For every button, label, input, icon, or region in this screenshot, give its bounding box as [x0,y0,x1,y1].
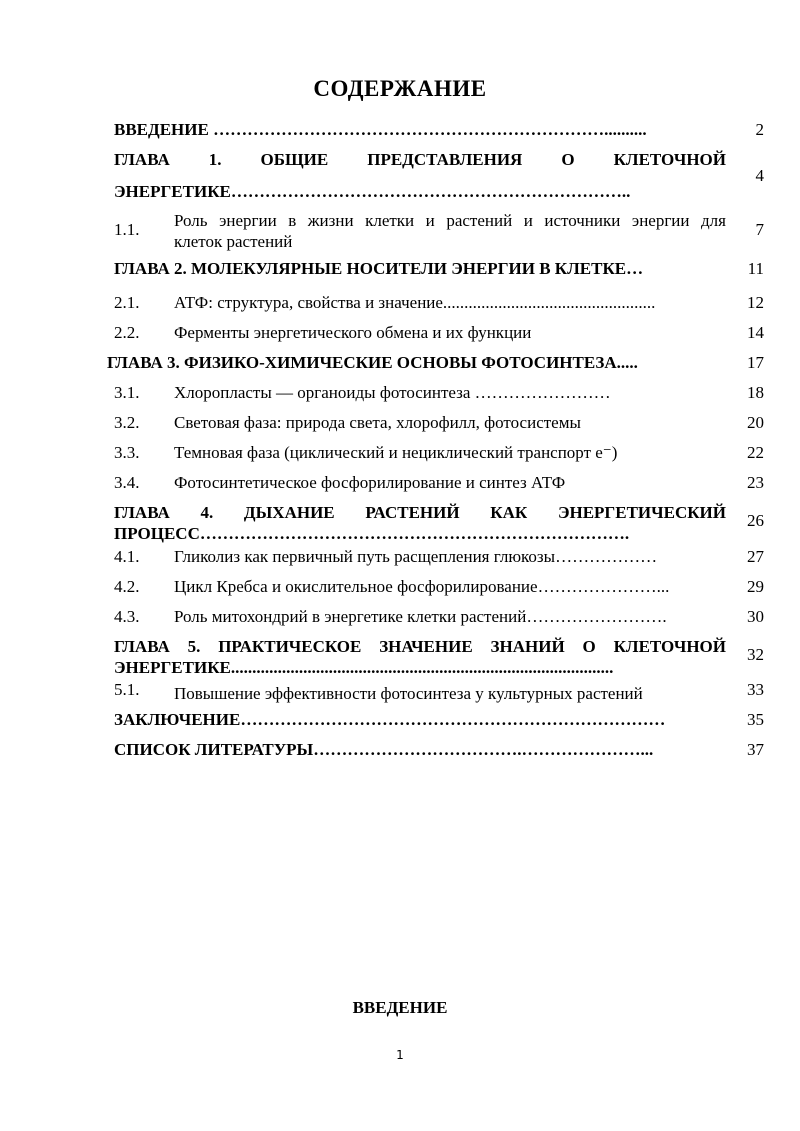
toc-entry-number: 4.3. [114,607,140,626]
toc-entry-page: 30 [747,607,764,626]
toc-entry-title: Хлоропласты — органоиды фотосинтеза …………………… [174,383,611,402]
toc-entry-page: 29 [747,577,764,596]
toc-entry-title-continued: клеток растений [174,232,293,251]
toc-entry-title-continued: ЭНЕРГЕТИКЕ.......................................................................................... [114,658,614,677]
toc-entry-page: 20 [747,413,764,432]
toc-entry-page: 4 [755,166,764,185]
toc-entry-title: Гликолиз как первичный путь расщепления глюкозы……………… [174,547,658,566]
toc-entry-title: Роль энергии в жизни клетки и растений и источники энергии для [174,211,726,230]
toc-entry-title: ГЛАВА 4. ДЫХАНИЕ РАСТЕНИЙ КАК ЭНЕРГЕТИЧЕСКИЙ [114,503,726,522]
toc-entry-page: 11 [747,259,764,278]
toc-entry-title: Темновая фаза (циклический и нециклический транспорт е⁻) [174,443,618,462]
page-title: СОДЕРЖАНИЕ [313,76,487,101]
toc-entry-number: 4.2. [114,577,140,596]
toc-entry-number: 3.4. [114,473,140,492]
toc-entry-page: 7 [755,220,764,239]
toc-entry-page: 2 [755,120,764,139]
toc-entry-number: 3.1. [114,383,140,402]
toc-entry-title: ГЛАВА 2. МОЛЕКУЛЯРНЫЕ НОСИТЕЛИ ЭНЕРГИИ В КЛЕТКЕ… [114,259,644,278]
toc-entry-title-continued: ПРОЦЕСС…………………………………………………………………. [114,524,630,543]
toc-entry-page: 37 [747,740,764,759]
toc-entry-title: Фотосинтетическое фосфорилирование и синтез АТФ [174,473,566,492]
toc-entry-title: СПИСОК ЛИТЕРАТУРЫ……………………………….…………………... [114,740,654,759]
toc-entry-page: 23 [747,473,764,492]
toc-entry-page: 17 [747,353,764,372]
toc-entry-title: ГЛАВА 3. ФИЗИКО-ХИМИЧЕСКИЕ ОСНОВЫ ФОТОСИНТЕЗА..... [107,353,638,372]
toc-entry-page: 26 [747,511,764,530]
toc-entry-page: 27 [747,547,764,566]
toc-entry-title: ГЛАВА 1. ОБЩИЕ ПРЕДСТАВЛЕНИЯ О КЛЕТОЧНОЙ [114,150,726,169]
toc-entry-title: Повышение эффективности фотосинтеза у культурных растений [174,684,643,703]
toc-entry-page: 35 [747,710,764,729]
toc-entry-page: 18 [747,383,764,402]
toc-entry-number: 4.1. [114,547,140,566]
toc-entry-title: Ферменты энергетического обмена и их функции [174,323,532,342]
toc-entry-number: 3.2. [114,413,140,432]
toc-entry-page: 12 [747,293,764,312]
toc-entry-number: 2.1. [114,293,140,312]
toc-entry-number: 3.3. [114,443,140,462]
toc-entry-page: 22 [747,443,764,462]
toc-entry-page: 32 [747,645,764,664]
toc-entry-title: ВВЕДЕНИЕ …………………………………………………………….......... [114,120,647,139]
page-number: 1 [396,1048,404,1062]
toc-entry-page: 14 [747,323,764,342]
toc-entry-title: АТФ: структура, свойства и значение.................................................. [174,293,656,312]
next-section-heading: ВВЕДЕНИЕ [352,998,448,1017]
toc-entry-title: Роль митохондрий в энергетике клетки растений……………………. [174,607,667,626]
toc-entry-title: Цикл Кребса и окислительное фосфорилирование…………………... [174,577,670,596]
toc-entry-title: Световая фаза: природа света, хлорофилл, фотосистемы [174,413,581,432]
toc-entry-number: 1.1. [114,220,140,239]
toc-entry-title-continued: ЭНЕРГЕТИКЕ…………………………………………………………….. [114,182,631,201]
toc-entry-title: ЗАКЛЮЧЕНИЕ………………………………………………………………… [114,710,666,729]
toc-entry-title: ГЛАВА 5. ПРАКТИЧЕСКОЕ ЗНАЧЕНИЕ ЗНАНИЙ О КЛЕТОЧНОЙ [114,637,726,656]
toc-entry-page: 33 [747,680,764,699]
toc-entry-number: 5.1. [114,680,140,699]
toc-entry-number: 2.2. [114,323,140,342]
